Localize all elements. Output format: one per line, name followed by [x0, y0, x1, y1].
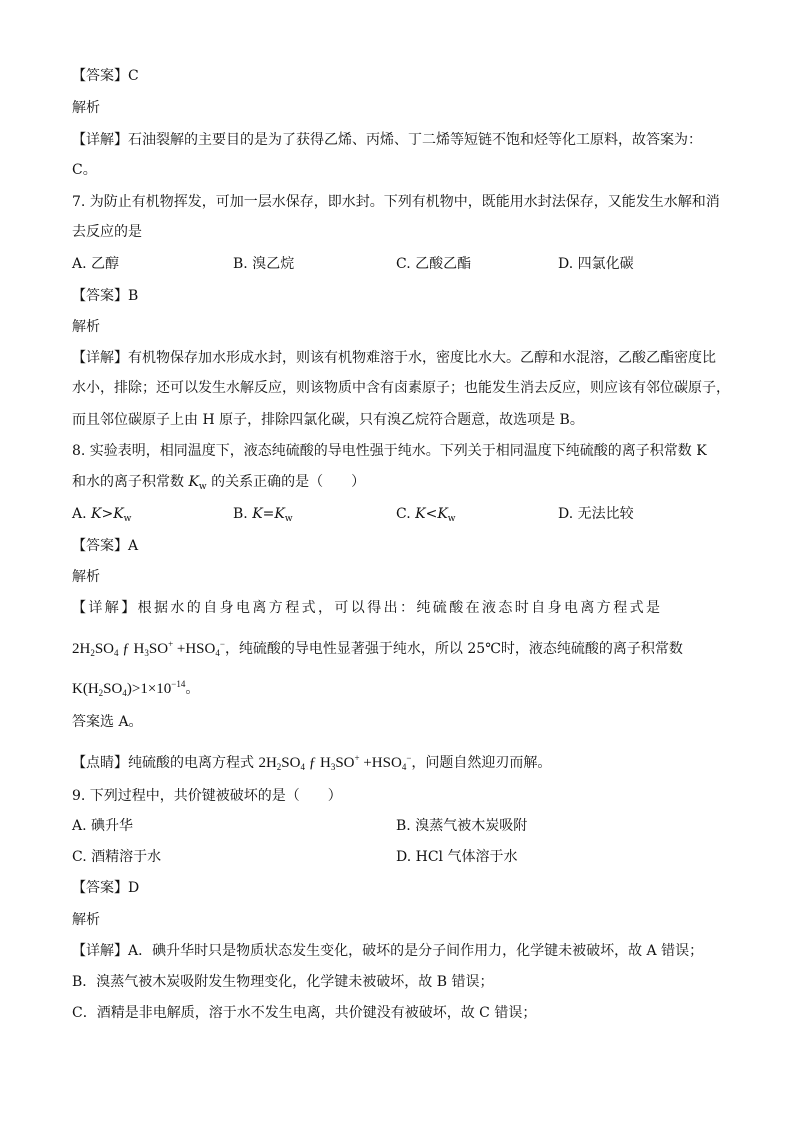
q9-answer: 【答案】D	[72, 880, 140, 896]
q8-option-b-relation: K=K	[252, 506, 285, 522]
q8-stem-line-1: 8. 实验表明，相同温度下，液态纯硫酸的导电性强于纯水。下列关于相同温度下纯硫酸的离子积常数 K	[72, 443, 707, 459]
q8-option-d: D. 无法比较	[558, 506, 634, 522]
q9-stem: 9. 下列过程中，共价键被破坏的是（ ）	[72, 788, 342, 804]
eq-sup-plus: +	[168, 639, 174, 649]
q7-detail-line-2: 水小，排除；还可以发生水解反应，则该物质中含有卤素原子；也能发生消去反应，则应该有邻位碳原子，	[72, 380, 730, 396]
eq-h: 2H	[72, 641, 91, 657]
q9-option-b: B. 溴蒸气被木炭吸附	[396, 818, 528, 834]
q8-stem-kw-w: w	[198, 482, 207, 492]
eq-hso: +HSO	[173, 641, 216, 657]
k-sub-4: 4	[122, 688, 127, 698]
q8-option-a	[72, 504, 131, 529]
eq-sup-minus: −	[219, 639, 225, 649]
q8-equation	[72, 641, 225, 657]
q7-option-c: C. 乙酸乙酯	[396, 256, 472, 272]
q8-option-c-subscript: w	[447, 514, 456, 524]
q8-detail-line-1: 【详解】根据水的自身电离方程式，可以得出：纯硫酸在液态时自身电离方程式是	[72, 600, 663, 616]
q8-tip	[72, 748, 551, 777]
q7-option-b: B. 溴乙烷	[233, 256, 295, 272]
q8-answer: 【答案】A	[72, 538, 139, 554]
q8-k-expression	[72, 681, 185, 697]
k-exponent: −14	[171, 679, 186, 689]
tip-eq-hso: +HSO	[359, 755, 402, 771]
q8-analysis-heading: 解析	[72, 569, 100, 585]
eq-so: SO	[94, 641, 115, 657]
q9-detail-line-1: 【详解】A．碘升华时只是物质状态发生变化，破坏的是分子间作用力，化学键未被破坏，故 A 错误；	[72, 943, 704, 959]
q7-stem-line-1: 7. 为防止有机物挥发，可加一层水保存，即水封。下列有机物中，既能用水封法保存，又能发生水解和消	[72, 194, 720, 210]
q8-option-c-relation: K<K	[415, 506, 448, 522]
q7-stem-line-2: 去反应的是	[72, 224, 142, 240]
q8-option-b	[233, 504, 293, 529]
eq-so4: SO	[148, 641, 169, 657]
q7-answer: 【答案】B	[72, 288, 139, 304]
eq-sub-2: 2	[90, 648, 95, 658]
q7-detail-line-3: 而且邻位碳原子上由 H 原子，排除四氯化碳，只有溴乙烷符合题意，故选项是 B。	[72, 412, 584, 428]
q8-stem-text-b: 的关系正确的是（ ）	[206, 474, 366, 490]
eq-arrow: ƒ	[118, 641, 134, 657]
q8-option-b-label: B.	[233, 506, 253, 522]
q8-conclusion: 答案选 A。	[72, 714, 143, 730]
tip-eq-h: 2H	[258, 755, 277, 771]
tip-eq-sub-4b: 4	[401, 762, 407, 772]
tip-eq-sub-3: 3	[330, 762, 336, 772]
tip-eq-sup-plus: +	[354, 753, 360, 763]
tip-eq-arrow: ƒ	[304, 755, 320, 771]
q8-stem-line-2	[72, 472, 365, 497]
q8-stem-text-a: 和水的离子积常数	[72, 474, 189, 490]
q6-analysis-heading: 解析	[72, 100, 100, 116]
q8-detail-line-3	[72, 674, 199, 703]
q8-option-b-subscript: w	[284, 514, 293, 524]
q9-option-c: C. 酒精溶于水	[72, 849, 162, 865]
q8-detail-line-2	[72, 634, 683, 663]
q6-detail-line-1: 【详解】石油裂解的主要目的是为了获得乙烯、丙烯、丁二烯等短链不饱和烃等化工原料，故答案为：	[72, 132, 702, 148]
eq-sub-4b: 4	[215, 648, 220, 658]
eq-h3: H	[133, 641, 145, 657]
k-open: K(H	[72, 681, 99, 697]
tip-eq-sub-2: 2	[276, 762, 282, 772]
eq-sub-3: 3	[144, 648, 149, 658]
q8-tip-text-1: 【点睛】纯硫酸的电离方程式	[72, 755, 259, 771]
q8-detail-line-2-text: ，纯硫酸的导电性显著强于纯水，所以 25℃时，液态纯硫酸的离子积常数	[224, 641, 683, 657]
eq-sub-4: 4	[114, 648, 119, 658]
k-sub-2: 2	[98, 688, 104, 698]
q7-analysis-heading: 解析	[72, 319, 100, 335]
tip-eq-sup-minus: −	[406, 753, 412, 763]
q8-option-a-subscript: w	[123, 514, 132, 524]
k-rest: )>1×10	[126, 681, 172, 697]
q9-detail-line-2: B．溴蒸气被木炭吸附发生物理变化，化学键未被破坏，故 B 错误；	[72, 974, 494, 990]
q8-stem-kw-k: K	[188, 474, 199, 490]
q9-option-d: D. HCl 气体溶于水	[396, 849, 518, 865]
q6-answer: 【答案】C	[72, 68, 139, 84]
q7-detail-line-1: 【详解】有机物保存加水形成水封，则该有机物难溶于水，密度比水大。乙醇和水混溶，乙酸乙酯密度比	[72, 350, 716, 366]
k-so: SO	[103, 681, 123, 697]
tip-eq-h3: H	[319, 755, 331, 771]
q8-option-a-label: A.	[72, 506, 92, 522]
q8-tip-equation	[258, 755, 411, 771]
q7-option-d: D. 四氯化碳	[558, 256, 634, 272]
q8-tip-text-2: ，问题自然迎刃而解。	[411, 755, 552, 771]
q7-option-a: A. 乙醇	[72, 256, 120, 272]
q8-option-c-label: C.	[396, 506, 416, 522]
tip-eq-so: SO	[281, 755, 301, 771]
k-end: 。	[185, 681, 200, 697]
tip-eq-sub-4: 4	[300, 762, 305, 772]
q8-option-a-relation: K>K	[91, 506, 124, 522]
q8-option-c	[396, 504, 456, 529]
q9-option-a: A. 碘升华	[72, 818, 134, 834]
q6-detail-line-2: C。	[72, 162, 97, 178]
tip-eq-so4: SO	[335, 755, 355, 771]
q9-detail-line-3: C．酒精是非电解质，溶于水不发生电离，共价键没有被破坏，故 C 错误；	[72, 1005, 537, 1021]
q9-analysis-heading: 解析	[72, 912, 100, 928]
